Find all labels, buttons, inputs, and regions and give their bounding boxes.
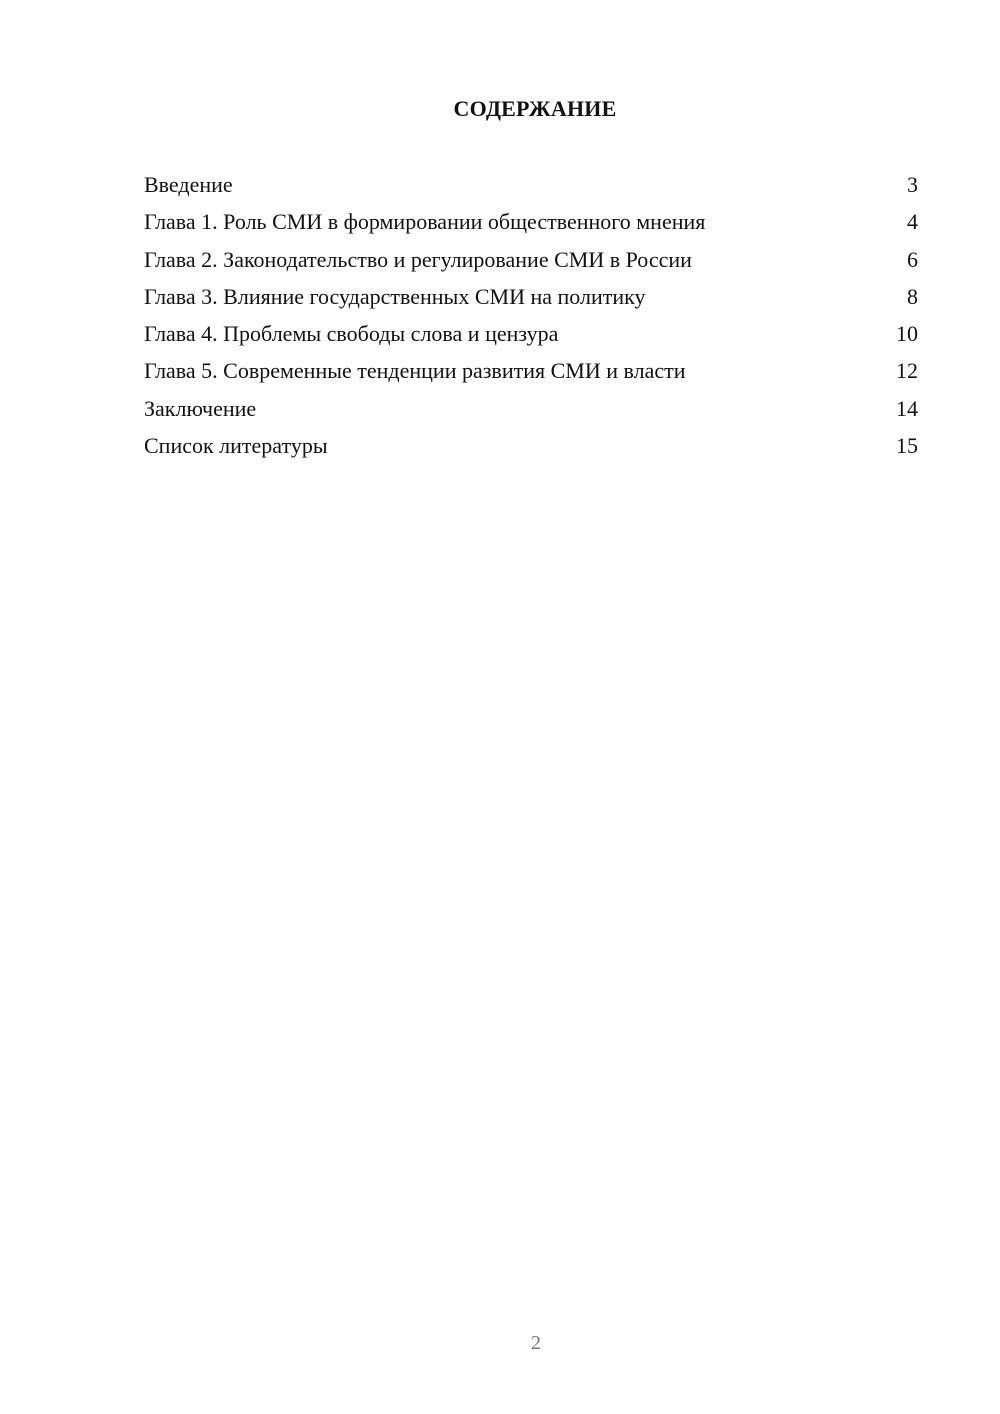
toc-entry-label: Глава 2. Законодательство и регулирование СМИ в России — [144, 246, 692, 272]
toc-entry-page: 15 — [896, 433, 918, 459]
toc-entry-chapter-4 — [144, 317, 918, 354]
toc-entry-label: Введение — [144, 172, 233, 197]
toc-entry-page: 12 — [896, 358, 918, 384]
toc-entry-label: Глава 1. Роль СМИ в формировании общественного мнения — [144, 209, 706, 235]
toc-entry-label: Глава 3. Влияние государственных СМИ на политику — [144, 283, 646, 309]
toc-entry-page: 6 — [907, 246, 918, 272]
toc-entry-page: 8 — [907, 283, 918, 309]
toc-entry-chapter-2 — [144, 243, 918, 280]
toc-entry-page: 14 — [896, 395, 918, 421]
page-title: СОДЕРЖАНИЕ — [453, 96, 617, 121]
page-number: 2 — [531, 1332, 541, 1354]
toc-entry-conclusion — [144, 392, 918, 429]
toc-entry-page: 3 — [907, 172, 918, 197]
toc-entry-label: Список литературы — [144, 433, 328, 459]
toc-entry-label: Заключение — [144, 395, 257, 421]
toc-entry-references — [144, 429, 918, 466]
toc-entry-page: 4 — [907, 209, 918, 235]
toc-entry-chapter-1 — [144, 205, 918, 242]
toc-entry-chapter-5 — [144, 354, 918, 391]
toc-entry-label: Глава 5. Современные тенденции развития СМИ и власти — [144, 358, 686, 384]
toc-entry-introduction — [144, 168, 918, 205]
toc-entry-label: Глава 4. Проблемы свободы слова и цензура — [144, 321, 559, 347]
table-of-contents — [144, 168, 918, 466]
toc-entry-chapter-3 — [144, 280, 918, 317]
toc-entry-page: 10 — [896, 321, 918, 347]
